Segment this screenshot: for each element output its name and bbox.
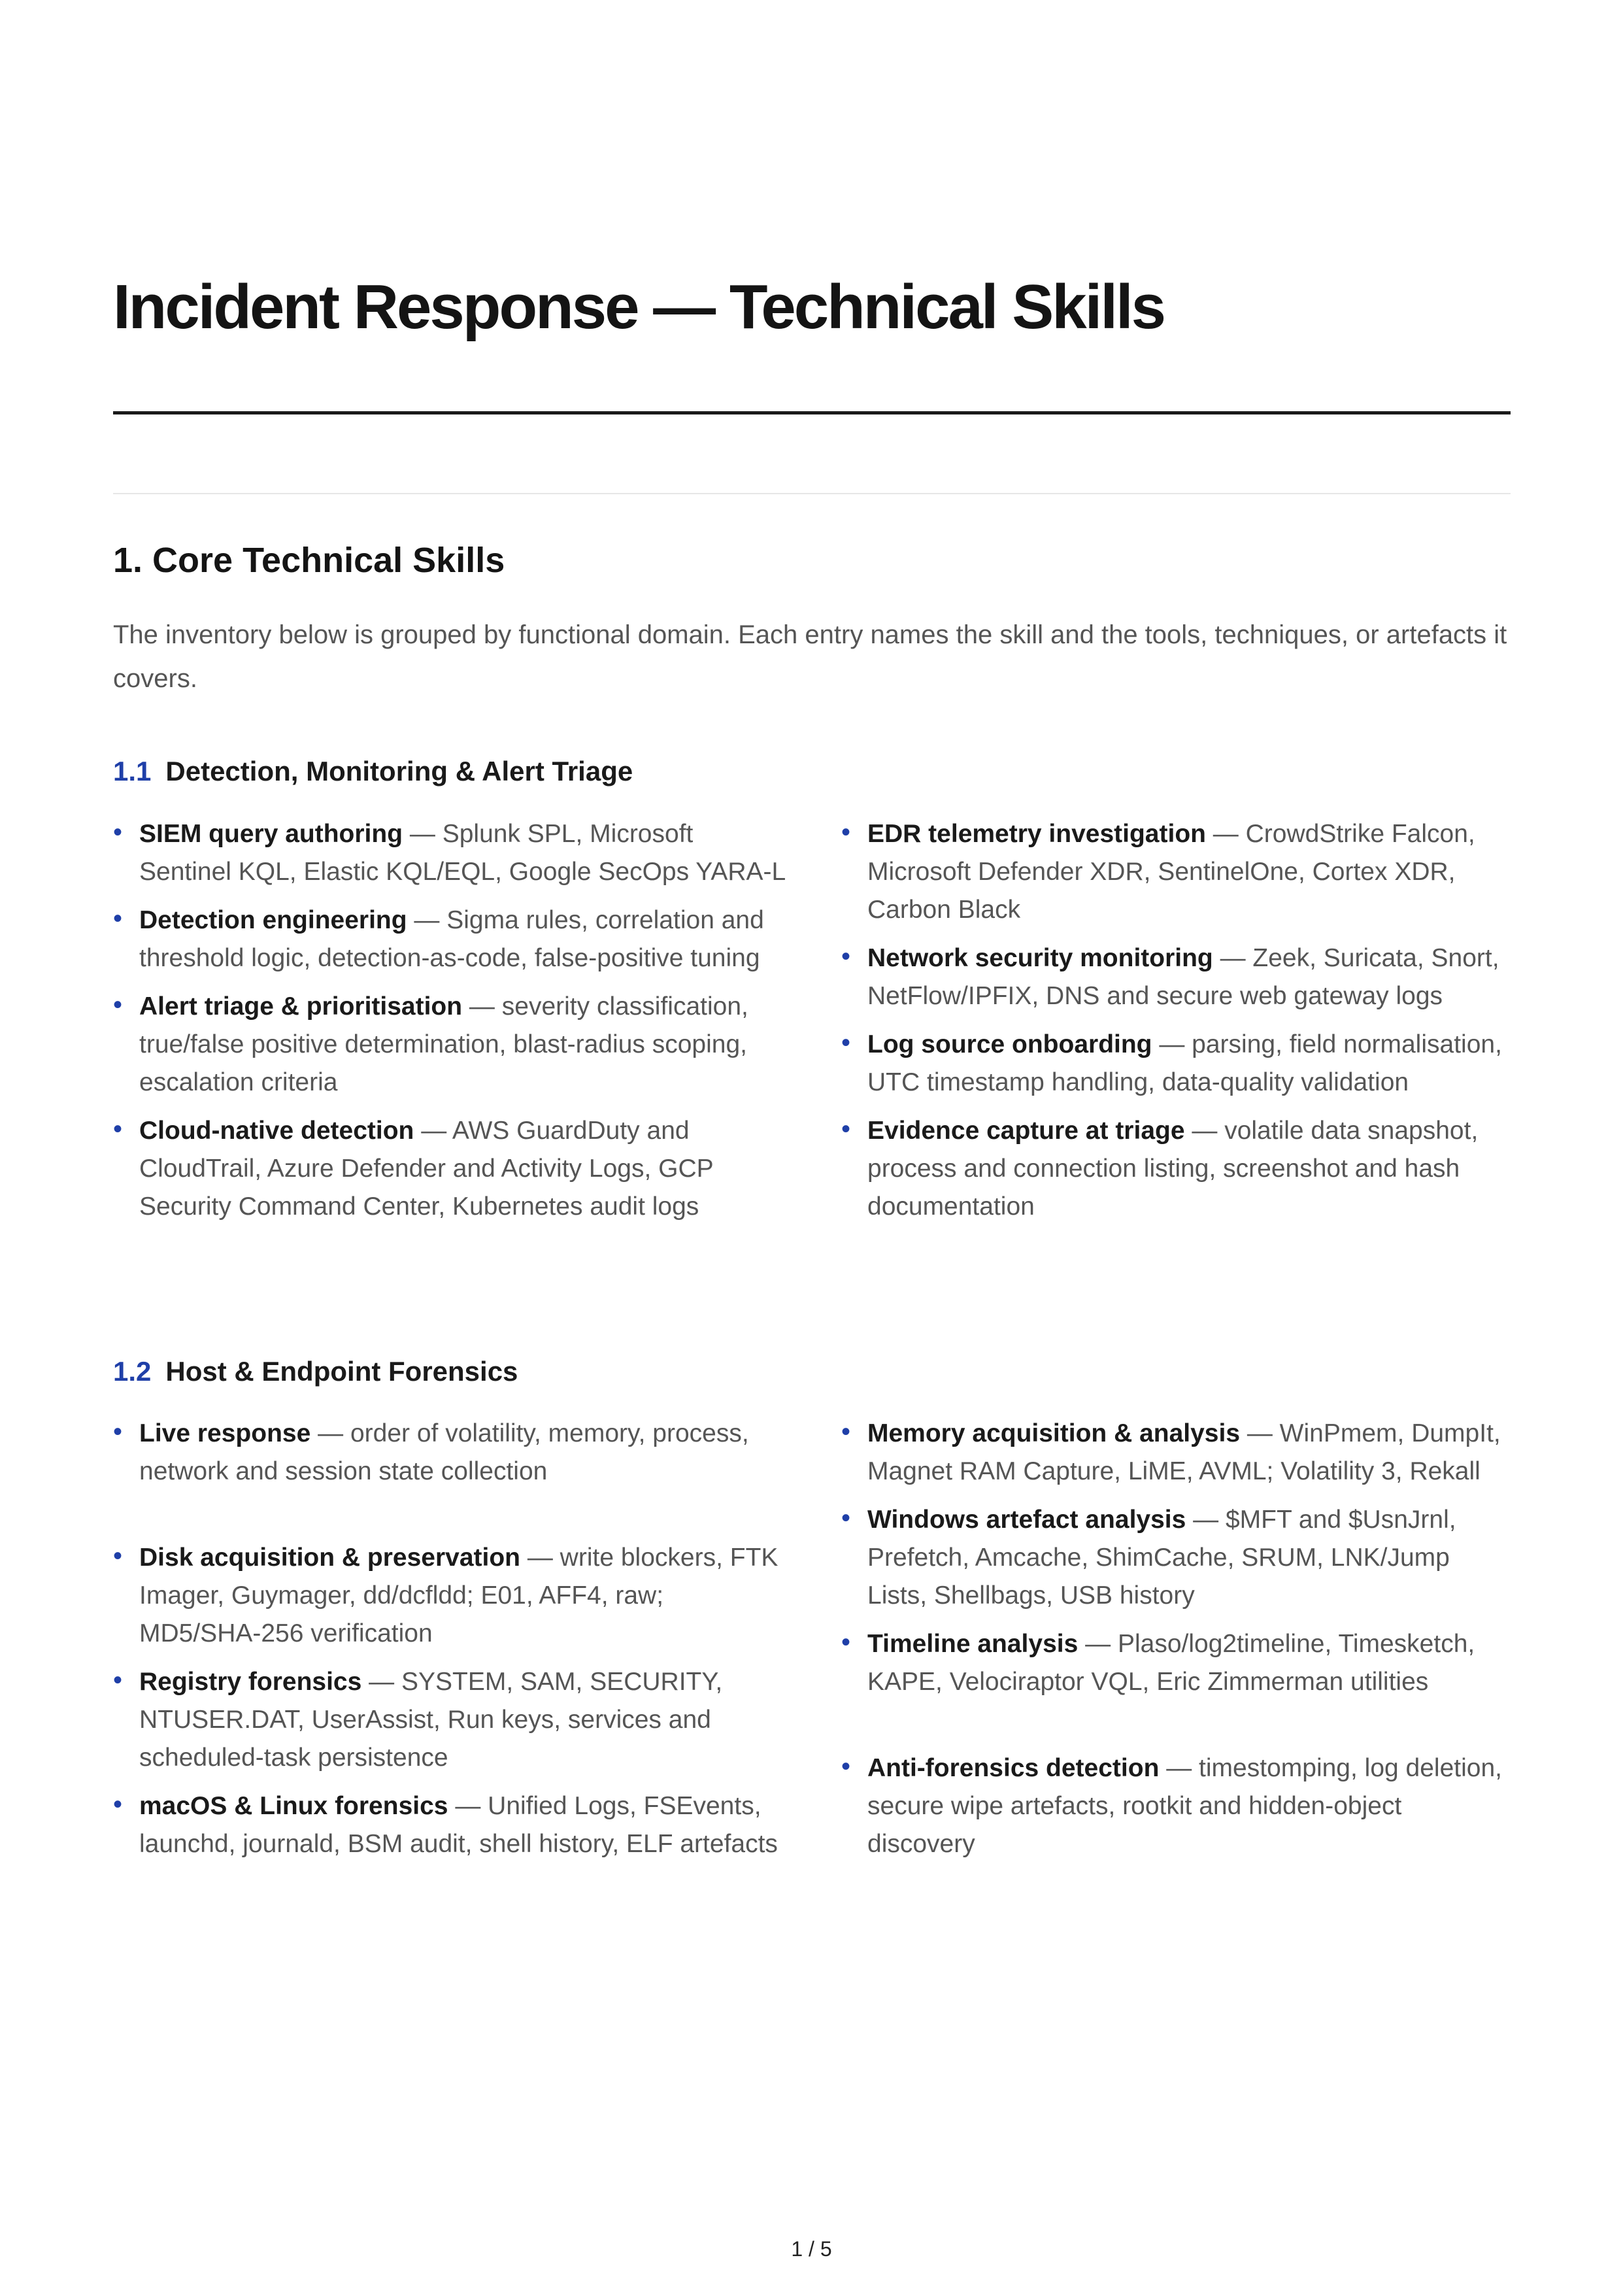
list-item xyxy=(841,1026,1514,1102)
list-item xyxy=(113,902,786,977)
skill-term: SIEM query authoring xyxy=(139,820,403,848)
skill-term: Evidence capture at triage xyxy=(867,1117,1185,1145)
skill-term: Windows artefact analysis xyxy=(867,1506,1186,1534)
skill-description: — SYSTEM, SAM, SECURITY, NTUSER.DAT, UserAssist, Run keys, services and scheduled-task persistence xyxy=(139,1668,723,1772)
skill-description: — parsing, field normalisation, UTC timestamp handling, data-quality validation xyxy=(867,1030,1502,1096)
list-item xyxy=(113,1415,786,1491)
bullet-icon: • xyxy=(841,818,851,847)
skill-term: macOS & Linux forensics xyxy=(139,1792,448,1820)
list-item xyxy=(113,1539,786,1653)
title-divider xyxy=(113,411,1511,414)
bullet-icon: • xyxy=(841,1417,851,1446)
list-item xyxy=(841,1749,1514,1863)
subsection-title: Host & Endpoint Forensics xyxy=(165,1356,518,1387)
section-intro: The inventory below is grouped by functional domain. Each entry names the skill and the tools, techniques, or artefacts it covers. xyxy=(113,620,1507,693)
bullet-icon: • xyxy=(841,1628,851,1657)
skill-term: Timeline analysis xyxy=(867,1630,1079,1658)
bullet-icon: • xyxy=(113,818,123,847)
skill-term: Log source onboarding xyxy=(867,1030,1152,1058)
page-number: 1 / 5 xyxy=(791,2237,832,2261)
skill-term: Registry forensics xyxy=(139,1668,362,1696)
skill-description: — Sigma rules, correlation and threshold logic, detection-as-code, false-positive tuning xyxy=(139,906,764,972)
skill-description: — Zeek, Suricata, Snort, NetFlow/IPFIX, DNS and secure web gateway logs xyxy=(867,944,1499,1010)
skill-term: Detection engineering xyxy=(139,906,407,934)
skill-description: — AWS GuardDuty and CloudTrail, Azure Defender and Activity Logs, GCP Security Command Center, Kubernetes audit logs xyxy=(139,1117,713,1221)
skill-term: Live response xyxy=(139,1419,311,1447)
skill-term: Network security monitoring xyxy=(867,944,1213,972)
subsection-heading xyxy=(113,753,633,790)
skill-term: Memory acquisition & analysis xyxy=(867,1419,1241,1447)
skill-description: — volatile data snapshot, process and connection listing, screenshot and hash documentation xyxy=(867,1117,1479,1221)
list-item xyxy=(113,1112,786,1226)
skill-description: — WinPmem, DumpIt, Magnet RAM Capture, LiME, AVML; Volatility 3, Rekall xyxy=(867,1419,1501,1485)
skill-description: — timestomping, log deletion, secure wipe artefacts, rootkit and hidden-object discovery xyxy=(867,1754,1502,1858)
list-item xyxy=(113,1787,786,1863)
list-item xyxy=(113,1663,786,1777)
bullet-icon: • xyxy=(113,1666,123,1695)
document-title: Incident Response — Technical Skills xyxy=(113,272,1165,342)
skill-term: EDR telemetry investigation xyxy=(867,820,1206,848)
list-item xyxy=(841,939,1514,1015)
list-item xyxy=(841,1415,1514,1491)
list-item xyxy=(113,988,786,1102)
list-item xyxy=(841,1625,1514,1701)
section-heading: 1. Core Technical Skills xyxy=(113,541,505,580)
skill-description: — Splunk SPL, Microsoft Sentinel KQL, Elastic KQL/EQL, Google SecOps YARA-L xyxy=(139,820,786,886)
list-item xyxy=(841,815,1514,929)
bullet-icon: • xyxy=(841,1028,851,1057)
skill-description: — Unified Logs, FSEvents, launchd, journald, BSM audit, shell history, ELF artefacts xyxy=(139,1792,778,1858)
list-item xyxy=(841,1501,1514,1615)
skill-description: — Plaso/log2timeline, Timesketch, KAPE, Velociraptor VQL, Eric Zimmerman utilities xyxy=(867,1630,1475,1696)
skill-list-left xyxy=(113,815,786,1226)
bullet-icon: • xyxy=(113,990,123,1019)
subsection-number: 1.2 xyxy=(113,1356,152,1387)
skill-term: Cloud-native detection xyxy=(139,1117,414,1145)
skill-term: Anti-forensics detection xyxy=(867,1754,1160,1782)
skill-description: — severity classification, true/false positive determination, blast-radius scoping, escalation criteria xyxy=(139,992,748,1096)
subsection-number: 1.1 xyxy=(113,756,152,786)
bullet-icon: • xyxy=(841,1115,851,1143)
skill-list-right xyxy=(841,815,1514,1226)
bullet-icon: • xyxy=(841,1752,851,1781)
bullet-icon: • xyxy=(113,1790,123,1819)
subsection-title: Detection, Monitoring & Alert Triage xyxy=(165,756,633,786)
bullet-icon: • xyxy=(113,1542,123,1570)
bullet-icon: • xyxy=(841,942,851,971)
bullet-icon: • xyxy=(113,1115,123,1143)
list-item xyxy=(841,1112,1514,1226)
skill-description: — order of volatility, memory, process, network and session state collection xyxy=(139,1419,749,1485)
skill-term: Disk acquisition & preservation xyxy=(139,1544,521,1572)
bullet-icon: • xyxy=(113,904,123,933)
skill-description: — write blockers, FTK Imager, Guymager, dd/dcfldd; E01, AFF4, raw; MD5/SHA-256 verification xyxy=(139,1544,778,1647)
subsection-heading xyxy=(113,1353,518,1390)
skill-list-right xyxy=(841,1415,1514,1863)
skill-list-left xyxy=(113,1415,786,1863)
list-item xyxy=(113,815,786,891)
skill-description: — $MFT and $UsnJrnl, Prefetch, Amcache, ShimCache, SRUM, LNK/Jump Lists, Shellbags, USB history xyxy=(867,1506,1456,1610)
section-divider xyxy=(113,493,1511,494)
skill-description: — CrowdStrike Falcon, Microsoft Defender XDR, SentinelOne, Cortex XDR, Carbon Black xyxy=(867,820,1475,924)
skill-term: Alert triage & prioritisation xyxy=(139,992,463,1021)
bullet-icon: • xyxy=(841,1504,851,1532)
bullet-icon: • xyxy=(113,1417,123,1446)
